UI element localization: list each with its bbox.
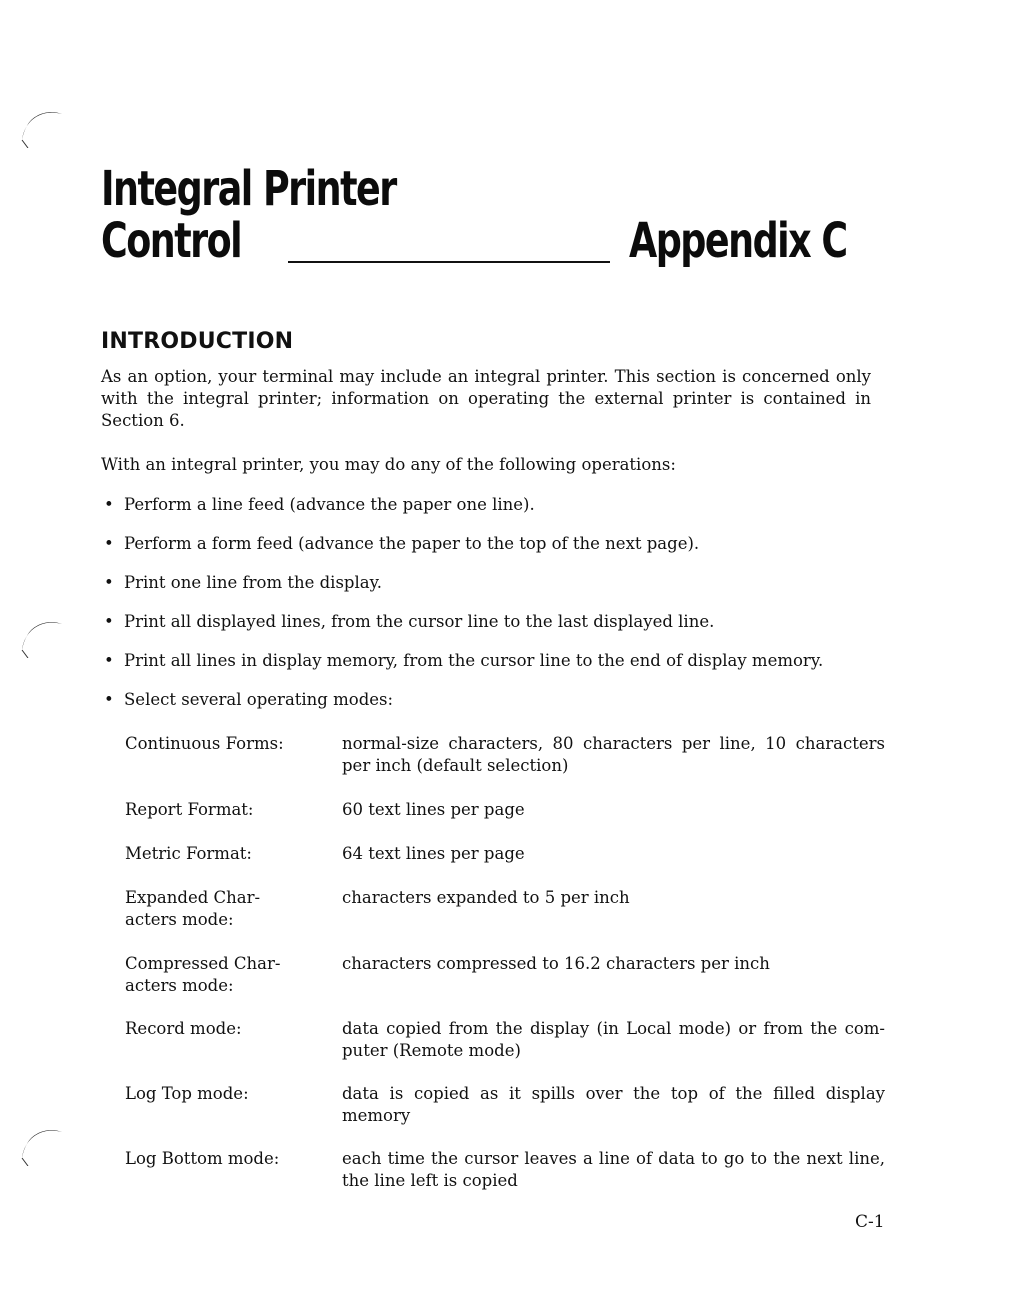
mode-name: Expanded Char-acters mode: — [125, 888, 261, 929]
list-item: • Select several operating modes: — [104, 690, 394, 709]
binder-hole-icon — [18, 100, 78, 148]
bullet-icon: • — [104, 534, 114, 553]
mode-row — [125, 1148, 885, 1192]
mode-row — [125, 1018, 885, 1083]
list-item: • Print one line from the display. — [104, 573, 382, 592]
mode-row — [125, 799, 885, 843]
bullet-icon: • — [104, 495, 114, 514]
operations-intro: With an integral printer, you may do any of the following operations: — [101, 455, 676, 474]
mode-description: data copied from the display (in Local mode) or from the com-puter (Remote mode) — [342, 1019, 885, 1060]
bullet-icon: • — [104, 690, 114, 709]
mode-description: each time the cursor leaves a line of data to go to the next line, the line left is copied — [342, 1149, 885, 1190]
mode-row — [125, 733, 885, 799]
intro-paragraph: As an option, your terminal may include an integral printer. This section is concerned only with the integral printer; information on operating the external printer is contained in Section 6. — [101, 367, 871, 430]
modes-table — [125, 733, 885, 1192]
binder-hole-mark-bottom — [18, 1118, 78, 1166]
appendix-label: Appendix C — [629, 213, 847, 269]
list-item: • Perform a form feed (advance the paper to the top of the next page). — [104, 534, 700, 553]
mode-description: characters expanded to 5 per inch — [342, 888, 630, 907]
title-rule — [288, 261, 610, 263]
page-title-line-1: Integral Printer — [101, 161, 396, 217]
mode-description: characters compressed to 16.2 characters per inch — [342, 954, 770, 973]
mode-name: Record mode: — [125, 1019, 242, 1038]
mode-name: Log Bottom mode: — [125, 1149, 280, 1168]
mode-name: Metric Format: — [125, 844, 252, 863]
page-title-line-2: Control — [101, 213, 242, 269]
list-item: • Perform a line feed (advance the paper one line). — [104, 495, 535, 514]
mode-description: normal-size characters, 80 characters per line, 10 characters per inch (default selection) — [342, 734, 885, 775]
section-heading: INTRODUCTION — [101, 329, 294, 354]
mode-name: Report Format: — [125, 800, 254, 819]
mode-description: 60 text lines per page — [342, 800, 525, 819]
list-item: • Print all lines in display memory, from the cursor line to the end of display memory. — [104, 651, 824, 670]
mode-row — [125, 843, 885, 887]
binder-hole-mark-middle — [18, 610, 78, 658]
page-number: C-1 — [855, 1212, 885, 1232]
mode-description: 64 text lines per page — [342, 844, 525, 863]
operations-list — [104, 494, 884, 728]
binder-hole-icon — [18, 1118, 78, 1166]
mode-row — [125, 953, 885, 1018]
bullet-icon: • — [104, 612, 114, 631]
mode-description: data is copied as it spills over the top of the filled display memory — [342, 1084, 885, 1125]
binder-hole-icon — [18, 610, 78, 658]
mode-name: Compressed Char-acters mode: — [125, 954, 281, 995]
list-item: • Print all displayed lines, from the cursor line to the last displayed line. — [104, 612, 715, 631]
mode-row — [125, 1083, 885, 1148]
bullet-icon: • — [104, 651, 114, 670]
binder-hole-mark-top — [18, 100, 78, 148]
mode-name: Log Top mode: — [125, 1084, 249, 1103]
bullet-icon: • — [104, 573, 114, 592]
mode-name: Continuous Forms: — [125, 734, 284, 753]
mode-row — [125, 887, 885, 953]
